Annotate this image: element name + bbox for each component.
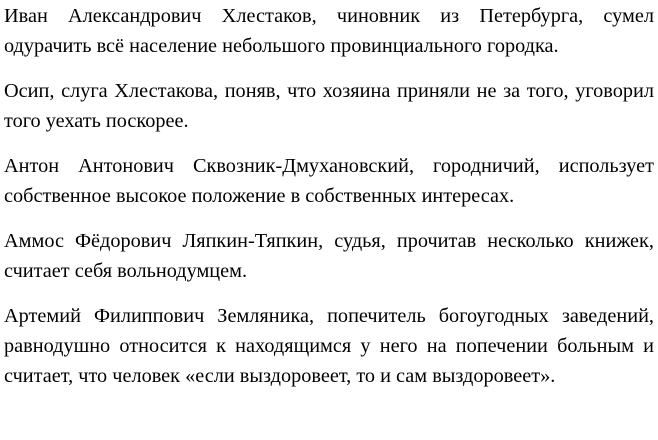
document-body: [4, 1, 654, 391]
paragraph-gorodnichiy: Антон Антонович Сквозник-Дмухановский, городничий, использует собственное высокое положение в собственных интересах.: [4, 155, 654, 207]
paragraph-khlestakov: Иван Александрович Хлестаков, чиновник из Петербурга, сумел одурачить всё население небольшого провинциального городка.: [4, 5, 654, 57]
paragraph-lyapkin-tyapkin: Аммос Фёдорович Ляпкин-Тяпкин, судья, прочитав несколько книжек, считает себя вольнодумцем.: [4, 230, 654, 282]
paragraph-osip: Осип, слуга Хлестакова, поняв, что хозяина приняли не за того, уговорил того уехать поскорее.: [4, 80, 654, 132]
paragraph-zemlyanika: Артемий Филиппович Земляника, попечитель богоугодных заведений, равнодушно относится к находящимся у него на попечении больным и считает, что человек «если выздоровеет, то и сам выздоровеет».: [4, 305, 654, 387]
